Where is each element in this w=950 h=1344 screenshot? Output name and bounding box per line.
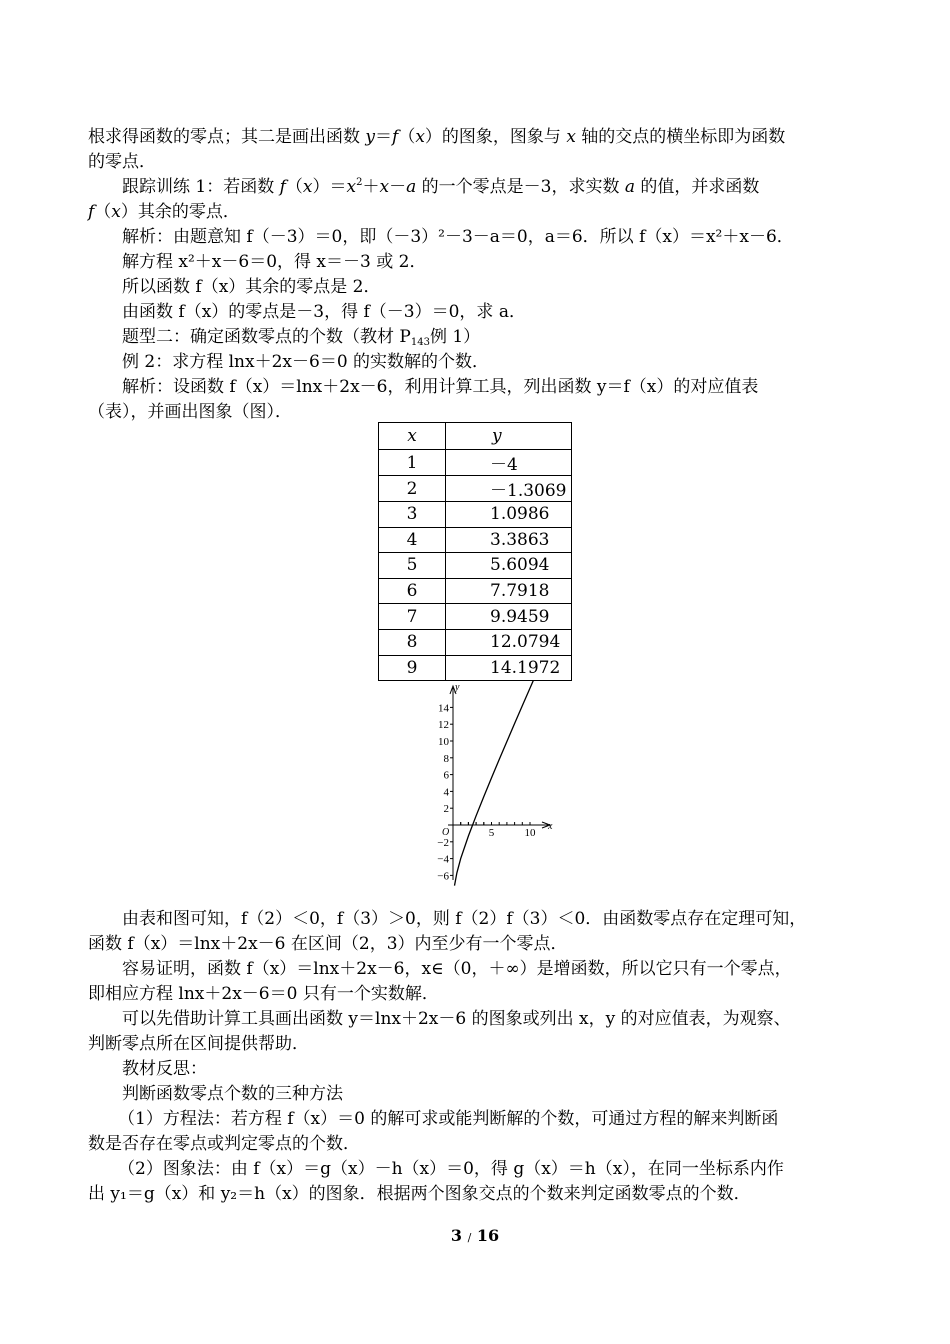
- text-line-1: 根求得函数的零点；其二是画出函数 y＝f（x）的图象，图象与 x 轴的交点的横坐标即为函数: [88, 127, 786, 147]
- analysis-line-2: （表），并画出图象（图）．: [88, 402, 292, 422]
- y-tick-label: −2: [437, 836, 449, 849]
- paragraph-line-1: 由表和图可知，f（2）＜0，f（3）＞0，则 f（2）f（3）＜0．由函数零点存在定理可知，: [122, 909, 807, 929]
- table-cell-y: 14.1972: [446, 655, 572, 681]
- table-row: [379, 553, 572, 579]
- table-cell-x: 3: [379, 502, 446, 528]
- method-1-line-1: （1）方程法：若方程 f（x）＝0 的解可求或能判断解的个数，可通过方程的解来判断函: [118, 1109, 779, 1129]
- graph-ticks: [437, 702, 536, 882]
- section-title: 题型二：确定函数零点的个数（教材 $P_{143}$例 1）: [122, 327, 481, 348]
- paragraph-line-5: 可以先借助计算工具画出函数 y＝lnx＋2x－6 的图象或列出 x，y 的对应值表，为观察、: [122, 1009, 791, 1029]
- table-cell-x: 1: [379, 450, 446, 476]
- table-cell-x: 9: [379, 655, 446, 681]
- value-table: [378, 422, 572, 681]
- table-row: [379, 629, 572, 655]
- y-tick-label: 14: [438, 702, 449, 715]
- analysis-line-1: 解析：设函数 f（x）＝lnx＋2x－6，利用计算工具，列出函数 y＝f（x）的对应值表: [122, 377, 759, 397]
- table-cell-y: 7.7918: [446, 578, 572, 604]
- table-cell-x: 8: [379, 629, 446, 655]
- table-cell-x: 6: [379, 578, 446, 604]
- method-2-line-2: 出 y₁＝g（x）和 y₂＝h（x）的图象．根据两个图象交点的个数来判定函数零点的个数．: [88, 1184, 751, 1204]
- y-tick-label: 6: [443, 769, 449, 782]
- x-axis-label: x: [548, 821, 553, 832]
- paragraph-line-2: 函数 f（x）＝lnx＋2x－6 在区间（2，3）内至少有一个零点．: [88, 934, 568, 954]
- y-tick-label: 12: [438, 719, 449, 732]
- method-2-line-1: （2）图象法：由 f（x）＝g（x）－h（x）＝0，得 g（x）＝h（x），在同一坐标系内作: [118, 1159, 784, 1179]
- table-cell-y: 3.3863: [446, 527, 572, 553]
- function-curve: [455, 680, 538, 886]
- y-tick-label: 4: [443, 786, 449, 799]
- graph-axes: [442, 682, 553, 880]
- table-row: [379, 655, 572, 681]
- solution-line-4: 由函数 f（x）的零点是－3，得 f（－3）＝0，求 a．: [122, 302, 526, 322]
- methods-title: 判断函数零点个数的三种方法: [122, 1084, 343, 1104]
- y-tick-label: −6: [437, 870, 449, 883]
- table-cell-y: 1.0986: [446, 502, 572, 528]
- table-header-x: x: [379, 423, 446, 450]
- table-row: [379, 476, 572, 502]
- paragraph-line-6: 判断零点所在区间提供帮助．: [88, 1034, 309, 1054]
- text-line-2: 的零点．: [88, 152, 156, 172]
- solution-line-3: 所以函数 f（x）其余的零点是 2．: [122, 277, 381, 297]
- function-graph: [420, 680, 570, 890]
- y-tick-label: 2: [443, 803, 449, 816]
- table-row: [379, 502, 572, 528]
- table-cell-y: 9.9459: [446, 604, 572, 630]
- exercise-1-line-2: f（x）其余的零点．: [88, 202, 240, 222]
- method-1-line-2: 数是否存在零点或判定零点的个数．: [88, 1134, 360, 1154]
- reflection-title: 教材反思：: [122, 1059, 207, 1079]
- table-row: [379, 604, 572, 630]
- y-tick-label: −4: [437, 853, 449, 866]
- paragraph-line-3: 容易证明，函数 f（x）＝lnx＋2x－6，x∈（0，＋∞）是增函数，所以它只有一个零点，: [122, 959, 792, 979]
- table-header-y: y: [446, 423, 572, 450]
- table-cell-x: 4: [379, 527, 446, 553]
- table-cell-y: 5.6094: [446, 553, 572, 579]
- table-header-row: [379, 423, 572, 450]
- solution-line-1: 解析：由题意知 f（－3）＝0，即（－3）²－3－a＝0，a＝6．所以 f（x）＝x²＋x－6．: [122, 227, 794, 247]
- x-tick-label: 5: [488, 827, 495, 839]
- table-row: [379, 578, 572, 604]
- paragraph-line-4: 即相应方程 lnx＋2x－6＝0 只有一个实数解．: [88, 984, 439, 1004]
- solution-line-2: 解方程 x²＋x－6＝0，得 x＝－3 或 2．: [122, 252, 427, 272]
- table-cell-y: －1.3069: [446, 476, 572, 502]
- table-cell-x: 7: [379, 604, 446, 630]
- table-cell-y: 12.0794: [446, 629, 572, 655]
- table-row: [379, 450, 572, 476]
- table-cell-y: －4: [446, 450, 572, 476]
- table-cell-x: 5: [379, 553, 446, 579]
- table-cell-x: 2: [379, 476, 446, 502]
- page-number: 3 / 16: [450, 1226, 500, 1245]
- y-tick-label: 8: [443, 752, 449, 765]
- y-tick-label: 10: [438, 736, 449, 748]
- x-tick-label: 10: [524, 827, 536, 839]
- table-row: [379, 527, 572, 553]
- y-axis-label: y: [455, 682, 460, 693]
- exercise-1-line: 跟踪训练 1：若函数 $f(x)=x^2+x-a$ 的一个零点是－3，求实数 a 的值，并求函数: [122, 177, 760, 197]
- origin-label: O: [442, 827, 450, 838]
- example-2-line: 例 2：求方程 lnx＋2x－6＝0 的实数解的个数．: [122, 352, 490, 372]
